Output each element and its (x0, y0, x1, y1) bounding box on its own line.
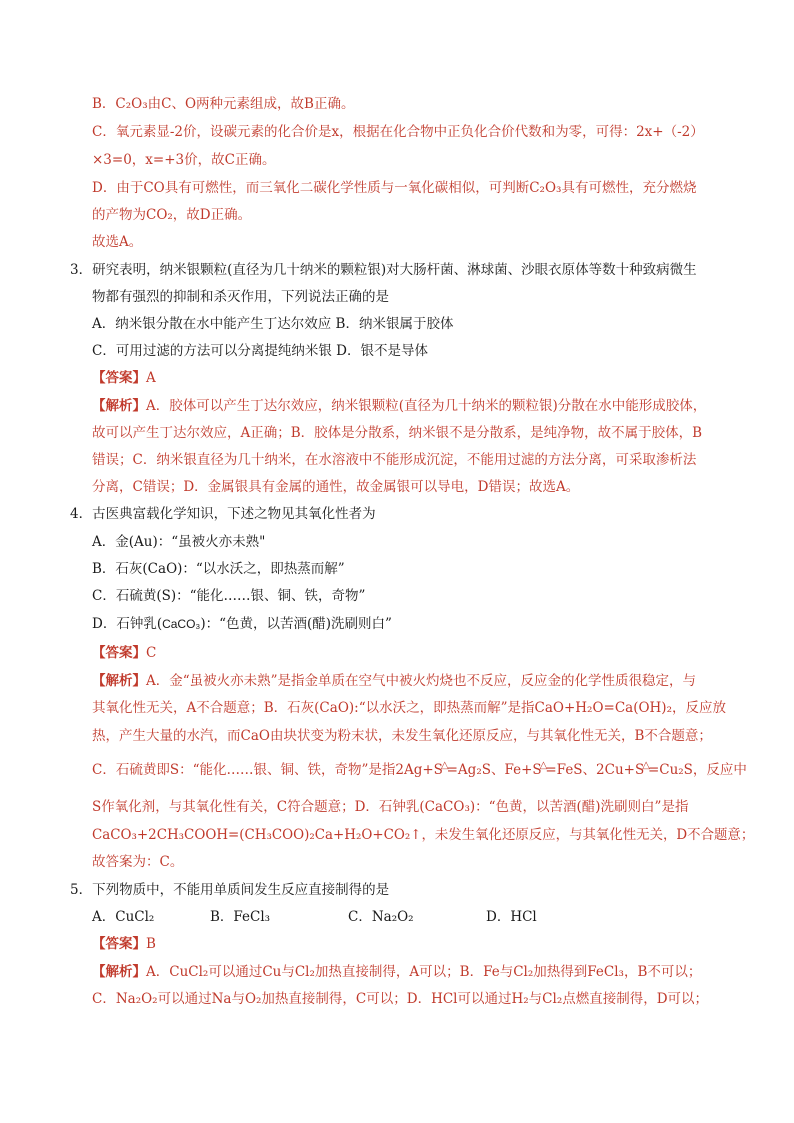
q3-stem-line1: 3．研究表明，纳米银颗粒(直径为几十纳米的颗粒银)对大肠杆菌、淋球菌、沙眼衣原体等数十种致病微生 (70, 262, 697, 278)
q5-answer (92, 934, 156, 954)
q4-analysis-line4-part3: =FeS、2Cu+S (545, 762, 645, 778)
analysis-tag: 【解析】 (92, 673, 146, 689)
q5-option-d: D．HCl (486, 909, 537, 925)
q4-analysis-line1 (92, 671, 696, 691)
q4-analysis-line4-part4: =Cu₂S，反应中 (647, 762, 747, 778)
q3-options-cd: C．可用过滤的方法可以分离提纯纳米银 D．银不是导体 (92, 343, 428, 359)
prev-analysis-b: B．C₂O₃由C、O两种元素组成，故B正确。 (92, 96, 355, 112)
analysis-text: A．胶体可以产生丁达尔效应，纳米银颗粒(直径为几十纳米的颗粒银)分散在水中能形成胶体， (146, 398, 707, 414)
q4-analysis-line3: 热，产生大量的水汽，而CaO由块状变为粉末状，未发生氧化还原反应，与其氧化性无关，B不合题意； (92, 728, 712, 744)
q4-option-a: A．金(Au)：“虽被火亦未熟" (92, 534, 266, 550)
q4-option-d-formula: CaCO₃ (162, 617, 201, 631)
q4-option-d-prefix: D．石钟乳( (92, 616, 163, 632)
q5-option-a: A．CuCl₂ (92, 909, 155, 925)
analysis-tag: 【解析】 (92, 964, 146, 980)
answer-value: C (146, 645, 157, 661)
analysis-tag: 【解析】 (92, 398, 146, 414)
q5-options (92, 907, 537, 927)
q4-analysis-line4-part1: C．石硫黄即S：“能化……银、铜、铁，奇物”是指2Ag+S (92, 762, 443, 778)
q4-analysis-line7: 故答案为：C。 (92, 854, 184, 870)
q5-option-b: B．FeCl₃ (210, 909, 271, 925)
q3-analysis-line2: 故可以产生丁达尔效应，A正确；B．胶体是分散系，纳米银不是分散系，是纯净物，故不属于胶体，B (92, 425, 703, 441)
q4-option-c: C．石硫黄(S)：“能化……银、铜、铁，奇物” (92, 588, 366, 604)
answer-value: B (146, 936, 156, 952)
q3-stem-line2: 物都有强烈的抑制和杀灭作用，下列说法正确的是 (92, 289, 389, 305)
q4-analysis-line6: CaCO₃+2CH₃COOH=(CH₃COO)₂Ca+H₂O+CO₂↑，未发生氧化还原反应，与其氧化性无关，D不合题意； (92, 827, 755, 843)
q3-analysis-line3: 错误；C．纳米银直径为几十纳米，在水溶液中不能形成沉淀，不能用过滤的方法分离，可采取渗析法 (92, 452, 697, 468)
heat-symbol: △ (539, 760, 548, 771)
prev-analysis-c-line2: ×3=0，x=+3价，故C正确。 (92, 152, 276, 168)
answer-tag: 【答案】 (92, 370, 146, 386)
q5-stem: 5．下列物质中，不能用单质间发生反应直接制得的是 (70, 882, 390, 898)
heat-symbol: △ (642, 760, 650, 771)
q4-option-d-suffix: )：“色黄，以苦酒(醋)洗刷则白” (200, 616, 392, 632)
q3-answer (92, 368, 156, 388)
analysis-text: A．CuCl₂可以通过Cu与Cl₂加热直接制得，A可以；B．Fe与Cl₂加热得到FeCl₃，B不可以； (146, 964, 702, 980)
answer-value: A (146, 370, 156, 386)
q4-analysis-line4 (92, 760, 747, 782)
prev-analysis-d-line1: D．由于CO具有可燃性，而三氧化二碳化学性质与一氧化碳相似，可判断C₂O₃具有可燃性，充分燃烧 (92, 180, 697, 196)
answer-tag: 【答案】 (92, 936, 146, 952)
q4-analysis-line4-part2: =Ag₂S、Fe+S (446, 762, 542, 778)
heat-symbol: △ (440, 760, 449, 771)
answer-tag: 【答案】 (92, 645, 146, 661)
q4-analysis-line2: 其氧化性无关，A不合题意；B．石灰(CaO):“以水沃之，即热蒸而解”是指CaO+H₂O=Ca(OH)₂，反应放 (92, 700, 726, 716)
q4-option-d (92, 614, 392, 634)
q5-analysis-line1 (92, 962, 701, 982)
prev-analysis-c-line1: C．氧元素显-2价，设碳元素的化合价是x，根据在化合物中正负化合价代数和为零，可得：2x+（-2） (92, 124, 704, 140)
prev-analysis-d-line2: 的产物为CO₂，故D正确。 (92, 207, 252, 223)
q3-options-ab: A．纳米银分散在水中能产生丁达尔效应 B．纳米银属于胶体 (92, 316, 454, 332)
q3-analysis-line1 (92, 396, 706, 416)
q4-stem: 4．古医典富载化学知识，下述之物见其氧化性者为 (70, 506, 376, 522)
q5-analysis-line2: C．Na₂O₂可以通过Na与O₂加热直接制得，C可以；D．HCl可以通过H₂与Cl₂点燃直接制得，D可以； (92, 991, 709, 1007)
prev-conclusion: 故选A。 (92, 234, 143, 250)
q4-option-b: B．石灰(CaO)：“以水沃之，即热蒸而解” (92, 561, 345, 577)
q4-analysis-line5: S作氧化剂，与其氧化性有关，C符合题意；D．石钟乳(CaCO₃)：“色黄，以苦酒(醋)洗刷则白”是指 (92, 799, 689, 815)
q5-option-c: C．Na₂O₂ (348, 909, 414, 925)
q4-answer (92, 643, 156, 663)
q3-analysis-line4: 分离，C错误；D．金属银具有金属的通性，故金属银可以导电，D错误；故选A。 (92, 479, 580, 495)
analysis-text: A．金“虽被火亦未熟”是指金单质在空气中被火灼烧也不反应，反应金的化学性质很稳定，与 (146, 673, 697, 689)
